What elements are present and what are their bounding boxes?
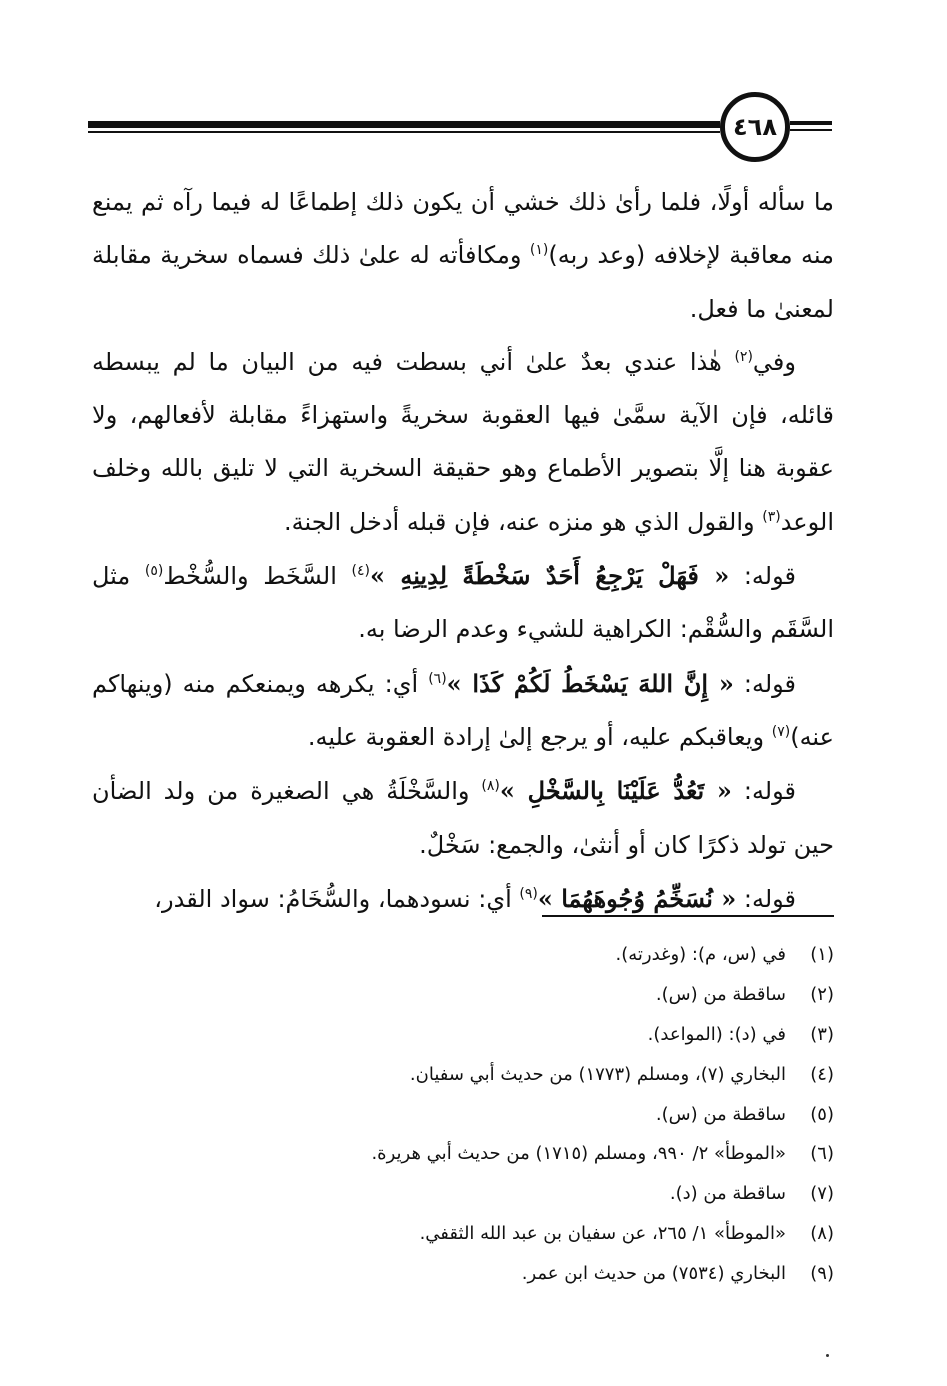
paragraph-text: وفي (752, 347, 796, 376)
page-mark (826, 1354, 829, 1357)
footnote-ref: (٨) (481, 778, 500, 795)
footnote-text: «الموطأ» ٢/ ٩٩٠، ومسلم (١٧١٥) من حديث أبي هريرة. (371, 1143, 786, 1165)
header-rule-thin (88, 131, 720, 133)
footnotes (92, 935, 834, 1293)
page-header (0, 0, 947, 170)
paragraph (92, 336, 834, 549)
footnote-number: (٦) (810, 1143, 834, 1165)
footnote-number: (٩) (810, 1262, 834, 1284)
footnote (92, 1015, 834, 1055)
paragraph-text: ما سأله أولًا، فلما رأىٰ ذلك خشي أن يكون ذلك إطماعًا له فيما رآه ثم يمنع منه معاقبة لإخلافه (وعد ربه) (92, 188, 834, 270)
paragraph (92, 176, 834, 336)
paragraph-text: قوله: (729, 562, 796, 591)
footnote-number: (٨) (810, 1222, 834, 1244)
footnote-text: في (د): (المواعد). (647, 1023, 786, 1045)
hadith-quote: « إِنَّ اللهَ يَسْخَطُ لَكُمْ كَذَا » (446, 668, 734, 698)
paragraph (92, 549, 834, 657)
footnote-number: (٢) (810, 984, 834, 1006)
paragraph-text: قوله: (733, 669, 797, 698)
footnote-ref: (٤) (351, 563, 370, 580)
footnote (92, 975, 834, 1015)
paragraph-text: ويعاقبكم عليه، أو يرجع إلىٰ إرادة العقوبة عليه. (307, 722, 772, 751)
footnote-ref: (٢) (734, 348, 753, 365)
header-rule-tail (790, 121, 832, 125)
header-rule-tail-thin (790, 129, 832, 131)
paragraph-text: السَّخَط والسُّخْط (163, 562, 352, 591)
footnote (92, 1214, 834, 1254)
hadith-quote: « تَعُدُّ عَلَيْنَا بِالسَّخْلِ » (499, 776, 732, 806)
footnote (92, 1094, 834, 1134)
paragraph-text: أي: نسودهما، والسُّخَامُ: سواد القدر، (154, 884, 520, 913)
paragraph-text: أي: يكرهه ويمنعكم منه (وينهاكم عنه) (92, 669, 834, 751)
paragraph-text: هٰذا عندي بعدٌ علىٰ أني بسطت فيه من البيان ما لم يبسطه قائله، فإن الآية سمَّىٰ فيها العقوبة سخريةً واستهزاءً مقابلة لأفعالهم، ولا عقوبة هنا إلَّا بتصوير الأطماع وهو حقيقة السخرية التي لا تليق بالله وخلف الوعد (92, 347, 834, 536)
footnote-ref: (٩) (519, 885, 538, 902)
footnote (92, 1134, 834, 1174)
paragraph-text: والسَّخْلَةُ هي الصغيرة من ولد الضأن حين تولد ذكرًا كان أو أنثىٰ، والجمع: سَخْلٌ. (92, 777, 834, 859)
footnote (92, 1253, 834, 1293)
header-rule-thick (88, 121, 720, 128)
footnote-text: «الموطأ» ١/ ٢٦٥، عن سفيان بن عبد الله الثقفي. (419, 1222, 786, 1244)
footnote-text: ساقطة من (س). (655, 1103, 786, 1125)
paragraph-text: قوله: (736, 884, 796, 913)
footnote (92, 1054, 834, 1094)
paragraph-text: والقول الذي هو منزه عنه، فإن قبله أدخل الجنة. (284, 507, 763, 536)
footnote-number: (٧) (810, 1183, 834, 1205)
paragraph-text: مثل السَّقَم والسُّقْم: الكراهية للشيء وعدم الرضا به. (92, 562, 834, 644)
paragraph (92, 764, 834, 872)
footnote-number: (٤) (810, 1063, 834, 1085)
footnote-ref: (١) (529, 242, 549, 259)
main-text (92, 176, 834, 926)
hadith-quote: « فَهَلْ يَرْجِعُ أَحَدٌ سَخْطَةً لِدِينِهِ » (369, 561, 730, 591)
footnote-number: (١) (810, 944, 834, 966)
page-number: ٤٦٨ (720, 92, 790, 162)
footnote-ref: (٣) (762, 508, 781, 525)
footnote-text: ساقطة من (س). (655, 984, 786, 1006)
footnote-text: البخاري (٧٥٣٤) من حديث ابن عمر. (521, 1262, 786, 1284)
footnote (92, 1174, 834, 1214)
paragraph-text: ومكافأته له علىٰ ذلك فسماه سخرية مقابلة لمعنىٰ ما فعل. (92, 241, 834, 323)
paragraph-text: قوله: (731, 777, 796, 806)
paragraph (92, 872, 834, 926)
footnote-text: ساقطة من (د). (669, 1183, 786, 1205)
footnote-number: (٥) (810, 1103, 834, 1125)
footnote-ref: (٦) (428, 670, 447, 687)
footnote-ref: (٧) (771, 723, 791, 740)
footnote (92, 935, 834, 975)
footnote-text: في (س، م): (وغدرته). (615, 944, 786, 966)
footnote-ref: (٥) (144, 563, 164, 580)
hadith-quote: « نُسَخِّمُ وُجُوهَهُمَا » (537, 883, 737, 913)
footnote-number: (٣) (810, 1023, 834, 1045)
paragraph (92, 657, 834, 765)
footnote-separator (542, 915, 834, 917)
footnote-text: البخاري (٧)، ومسلم (١٧٧٣) من حديث أبي سفيان. (409, 1063, 786, 1085)
